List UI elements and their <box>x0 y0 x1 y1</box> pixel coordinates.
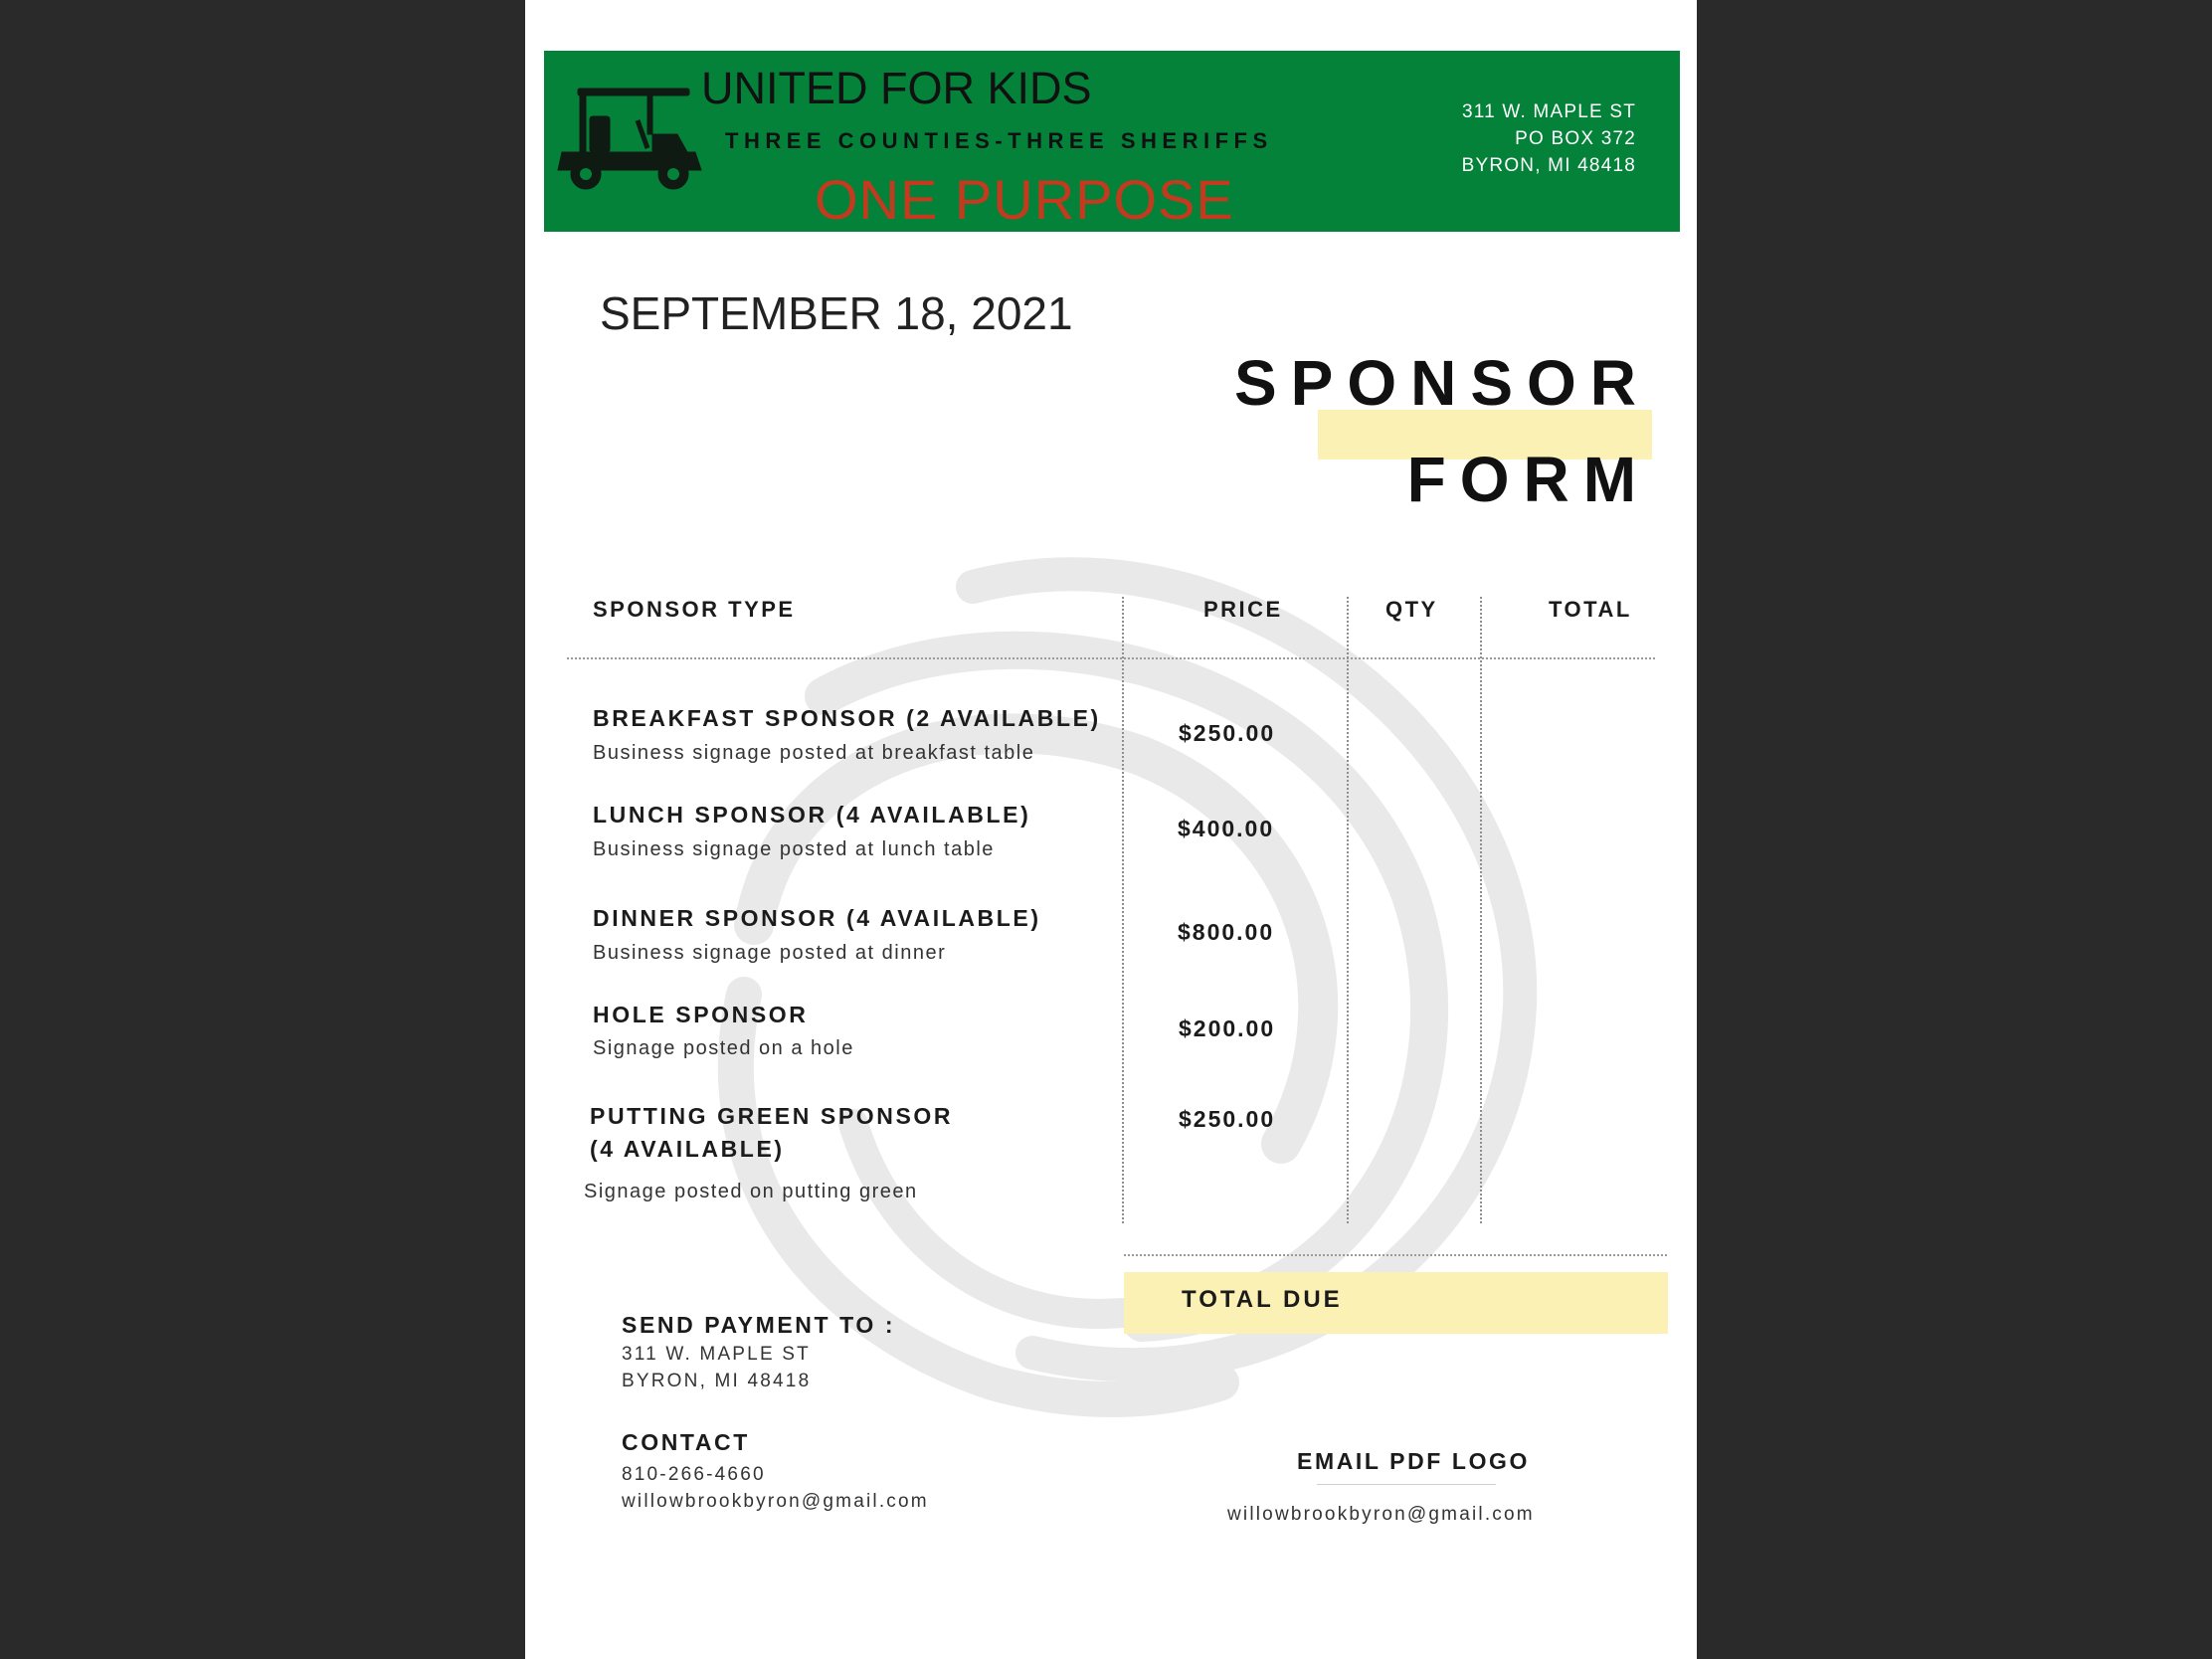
email-logo-underline <box>1317 1484 1496 1485</box>
row-dinner-desc: Business signage posted at dinner <box>593 942 947 964</box>
row-hole-name: HOLE SPONSOR <box>593 1002 809 1027</box>
row-lunch-name: LUNCH SPONSOR (4 AVAILABLE) <box>593 802 1031 828</box>
sponsor-form-page <box>525 0 1697 1659</box>
column-divider-total <box>1480 597 1482 1223</box>
total-due-bar <box>1124 1272 1668 1334</box>
column-divider-qty <box>1347 597 1349 1223</box>
payment-heading: SEND PAYMENT TO : <box>622 1312 896 1338</box>
contact-phone: 810-266-4660 <box>622 1464 766 1485</box>
total-due-label: TOTAL DUE <box>1182 1286 1343 1313</box>
org-tagline: THREE COUNTIES-THREE SHERIFFS <box>725 128 1273 153</box>
org-name: UNITED FOR KIDS <box>701 63 1092 113</box>
row-putting-price: $250.00 <box>1179 1106 1276 1132</box>
org-purpose: ONE PURPOSE <box>815 168 1234 231</box>
header-address-line: PO BOX 372 <box>1515 128 1636 149</box>
header-price: PRICE <box>1203 597 1283 622</box>
header-total: TOTAL <box>1549 597 1632 622</box>
header-divider <box>567 657 1655 659</box>
contact-heading: CONTACT <box>622 1429 750 1455</box>
row-putting-name-line2: (4 AVAILABLE) <box>590 1136 785 1162</box>
form-title-line2: FORM <box>1406 444 1650 515</box>
row-dinner-price: $800.00 <box>1178 919 1275 945</box>
header-banner <box>544 51 1680 232</box>
row-putting-name-line1: PUTTING GREEN SPONSOR <box>590 1103 954 1129</box>
header-sponsor-type: SPONSOR TYPE <box>593 597 796 622</box>
swirl-arc-bottom <box>853 1124 1122 1314</box>
row-dinner-name: DINNER SPONSOR (4 AVAILABLE) <box>593 905 1041 931</box>
row-putting-desc: Signage posted on putting green <box>584 1181 918 1202</box>
total-divider <box>1124 1254 1667 1256</box>
header-address-line: 311 W. MAPLE ST <box>1462 101 1636 122</box>
header-qty: QTY <box>1385 597 1438 622</box>
row-lunch-desc: Business signage posted at lunch table <box>593 838 995 860</box>
payment-address-line: 311 W. MAPLE ST <box>622 1344 811 1365</box>
header-address-line: BYRON, MI 48418 <box>1461 155 1636 176</box>
event-date: SEPTEMBER 18, 2021 <box>600 287 1073 339</box>
row-lunch-price: $400.00 <box>1178 816 1275 841</box>
email-logo-heading: EMAIL PDF LOGO <box>1297 1448 1531 1474</box>
golf-cart-icon <box>556 87 705 196</box>
form-title-line1: SPONSOR <box>1233 347 1650 419</box>
row-breakfast-desc: Business signage posted at breakfast table <box>593 742 1035 764</box>
payment-address-line: BYRON, MI 48418 <box>622 1371 812 1391</box>
row-hole-desc: Signage posted on a hole <box>593 1037 854 1059</box>
row-breakfast-name: BREAKFAST SPONSOR (2 AVAILABLE) <box>593 705 1101 731</box>
contact-email: willowbrookbyron@gmail.com <box>622 1491 929 1512</box>
header-address <box>1462 98 1636 179</box>
row-breakfast-price: $250.00 <box>1179 720 1276 746</box>
email-logo-address: willowbrookbyron@gmail.com <box>1227 1504 1535 1525</box>
row-hole-price: $200.00 <box>1179 1015 1276 1041</box>
column-divider-price <box>1122 597 1124 1223</box>
